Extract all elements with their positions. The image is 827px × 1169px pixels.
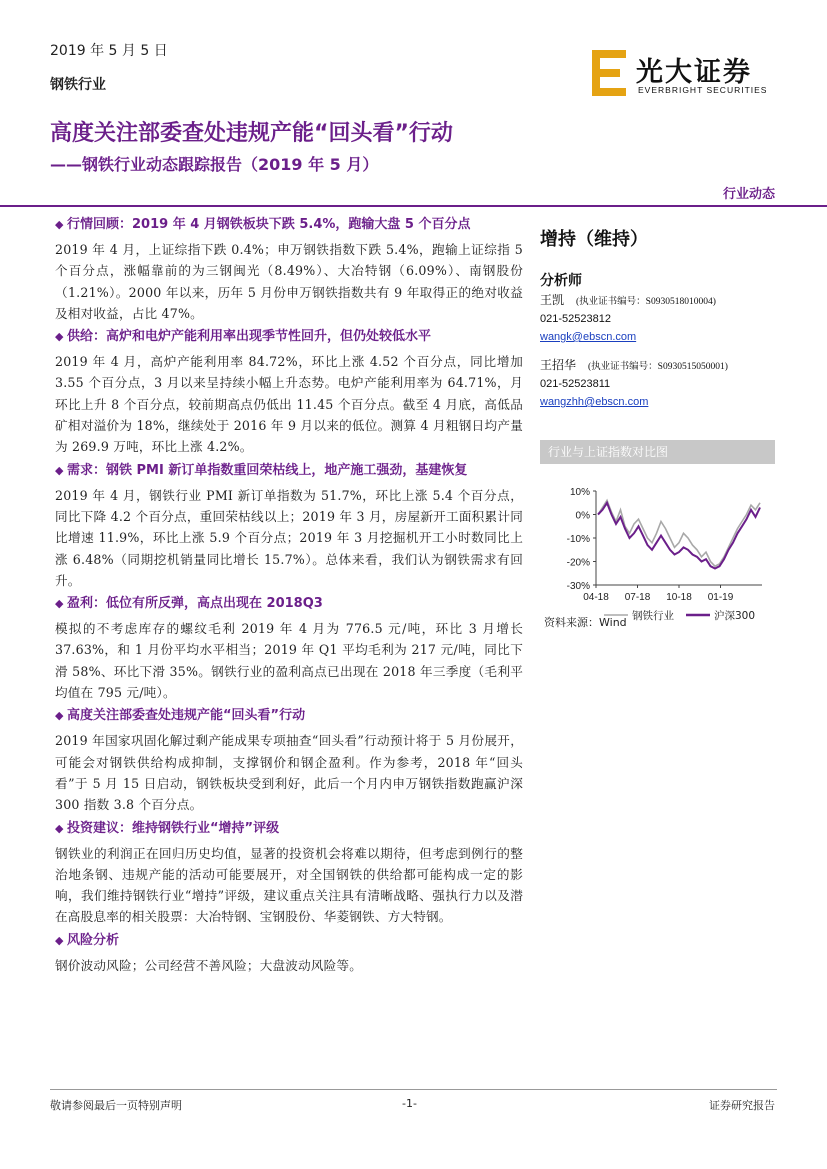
section-demand <box>55 462 523 591</box>
section-paragraph: 2019 年 4 月，高炉产能利用率 84.72%，环比上涨 4.52 个百分点，同比增加 3.55 个百分点，3 月以来呈持续小幅上升态势。电炉产能利用率为 64.71%，月环比上升 8 个百分点，较前期高点仍低出 11.45 个百分点。截至 4 月底，高低品矿相对溢价为 18%，继续处于 2016 年 9 月以来的低位。测算 4 月粗钢日均产量为 269.9 万吨，环比上涨 4.2%。 <box>55 354 523 455</box>
logo-chinese-name: 光大证券 <box>636 57 752 88</box>
diamond-bullet-icon: ◆ <box>55 463 64 477</box>
section-heading: 需求：钢铁 PMI 新订单指数重回荣枯线上，地产施工强劲，基建恢复 <box>67 462 468 478</box>
report-subtitle: ——钢铁行业动态跟踪报告（2019 年 5 月） <box>50 155 379 174</box>
analyst-cert: (执业证书编号：S0930518010004) <box>576 297 716 307</box>
analyst-phone: 021-52523812 <box>540 313 611 325</box>
analyst-card <box>540 292 716 346</box>
section-paragraph: 模拟的不考虑库存的螺纹毛利 2019 年 4 月为 776.5 元/吨，环比 3 月增长 37.63%，和 1 月份平均水平相当；2019 年 Q1 平均毛利为 217 元/吨，同比下滑 58%、环比下滑 35%。钢铁行业的盈利高点已出现在 2018 年三季度（毛利平均值在 795 元/吨）。 <box>55 621 523 701</box>
report-type-tag: 行业动态 <box>722 187 775 202</box>
chart-y-tick-label: -30% <box>566 581 590 592</box>
chart-series-line <box>598 503 760 569</box>
diamond-bullet-icon: ◆ <box>55 597 64 611</box>
section-review-action <box>55 707 523 815</box>
logo-mark-icon <box>590 48 630 98</box>
report-date: 2019 年 5 月 5 日 <box>50 43 168 59</box>
section-market-review <box>55 216 523 324</box>
diamond-bullet-icon: ◆ <box>55 330 64 344</box>
chart-y-tick-label: -10% <box>566 534 590 545</box>
chart-legend-label: 钢铁行业 <box>632 610 674 622</box>
analyst-heading: 分析师 <box>540 273 582 289</box>
analyst-phone: 021-52523811 <box>540 378 611 390</box>
chart-x-tick-label: 07-18 <box>624 592 651 603</box>
footer-divider <box>50 1089 777 1090</box>
section-paragraph: 2019 年 4 月，钢铁行业 PMI 新订单指数为 51.7%，环比上涨 5.4 个百分点，同比下降 4.2 个百分点，重回荣枯线以上；2019 年 3 月，房屋新开工面积累计同比增速 11.9%，环比上涨 5.9 个百分点；2019 年 3 月挖掘机开工小时数同比上涨 6.48%（同期挖机销量同比增长 15.7%）。总体来看，我们认为钢铁需求有回升。 <box>55 487 523 588</box>
analyst-name: 王凯 <box>540 293 565 307</box>
diamond-bullet-icon: ◆ <box>55 709 64 723</box>
analyst-name: 王招华 <box>540 358 577 372</box>
page-number: -1- <box>402 1097 417 1110</box>
section-paragraph: 钢价波动风险；公司经营不善风险；大盘波动风险等。 <box>55 957 363 973</box>
header-divider <box>0 205 827 207</box>
chart-x-tick-label: 04-18 <box>583 592 609 603</box>
section-heading: 行情回顾：2019 年 4 月钢铁板块下跌 5.4%，跑输大盘 5 个百分点 <box>67 217 471 232</box>
section-paragraph: 钢铁业的利润正在回归历史均值，显著的投资机会将难以期待，但考虑到例行的整治地条钢、违规产能的活动可能要展开，对全国钢铁的供给都可能构成一定的影响，我们维持钢铁行业“增持”评级，建议重点关注具有清晰战略、强执行力以及潜在高股息率的相关股票：大冶特钢、宝钢股份、华菱钢铁、方大特钢。 <box>55 845 523 925</box>
section-supply <box>55 328 523 457</box>
main-content <box>55 216 523 980</box>
section-risk <box>55 932 523 976</box>
section-heading: 投资建议：维持钢铁行业“增持”评级 <box>67 820 280 836</box>
analyst-email-link[interactable]: wangzhh@ebscn.com <box>540 396 649 408</box>
section-heading: 盈利：低位有所反弹，高点出现在 2018Q3 <box>67 596 323 612</box>
chart-x-tick-label: 01-19 <box>707 592 734 603</box>
chart-title: 行业与上证指数对比图 <box>540 440 775 464</box>
chart-x-tick-label: 10-18 <box>666 592 692 603</box>
logo-english-name: EVERBRIGHT SECURITIES <box>638 85 768 95</box>
company-logo <box>590 48 780 98</box>
chart-y-tick-label: -20% <box>566 557 590 569</box>
diamond-bullet-icon: ◆ <box>55 933 64 947</box>
industry-label: 钢铁行业 <box>50 77 106 93</box>
chart-series-line <box>598 500 760 566</box>
section-heading: 风险分析 <box>67 932 120 948</box>
analyst-card <box>540 357 728 411</box>
diamond-bullet-icon: ◆ <box>55 821 64 835</box>
chart-y-tick-label: 0% <box>575 510 590 522</box>
chart-y-tick-label: 10% <box>569 487 590 498</box>
section-investment-advice <box>55 820 523 928</box>
section-heading: 高度关注部委查处违规产能“回头看”行动 <box>67 708 306 724</box>
data-source: 资料来源：Wind <box>544 616 627 629</box>
section-paragraph: 2019 年国家巩固化解过剩产能成果专项抽查“回头看”行动预计将于 5 月份展开，可能会对钢铁供给构成抑制，支撑钢价和钢企盈利。作为参考，2018 年“回头看”于 5 月 15 日启动，钢铁板块受到利好，此后一个月内申万钢铁指数跑赢沪深 300 指数 3.8 个百分点。 <box>55 733 523 813</box>
analyst-email-link[interactable]: wangk@ebscn.com <box>540 331 637 343</box>
rating: 增持（维持） <box>540 229 648 250</box>
footer-report-type: 证券研究报告 <box>709 1099 775 1112</box>
section-profit <box>55 595 523 703</box>
section-heading: 供给：高炉和电炉产能利用率出现季节性回升，但仍处较低水平 <box>67 329 432 345</box>
chart-legend-label: 沪深300 <box>714 610 756 622</box>
diamond-bullet-icon: ◆ <box>55 218 64 231</box>
report-title: 高度关注部委查处违规产能“回头看”行动 <box>50 121 453 146</box>
section-paragraph: 2019 年 4 月，上证综指下跌 0.4%；申万钢铁指数下跌 5.4%，跑输上证综指 5 个百分点，涨幅靠前的为三钢闽光（8.49%）、大冶特钢（6.09%）、南钢股份（1.21%）。2000 年以来，历年 5 月份申万钢铁指数共有 9 年取得正的绝对收益及相对收益，占比 47%。 <box>55 242 523 321</box>
footer-disclaimer: 敬请参阅最后一页特别声明 <box>50 1099 182 1112</box>
analyst-cert: (执业证书编号：S0930515050001) <box>588 362 728 372</box>
